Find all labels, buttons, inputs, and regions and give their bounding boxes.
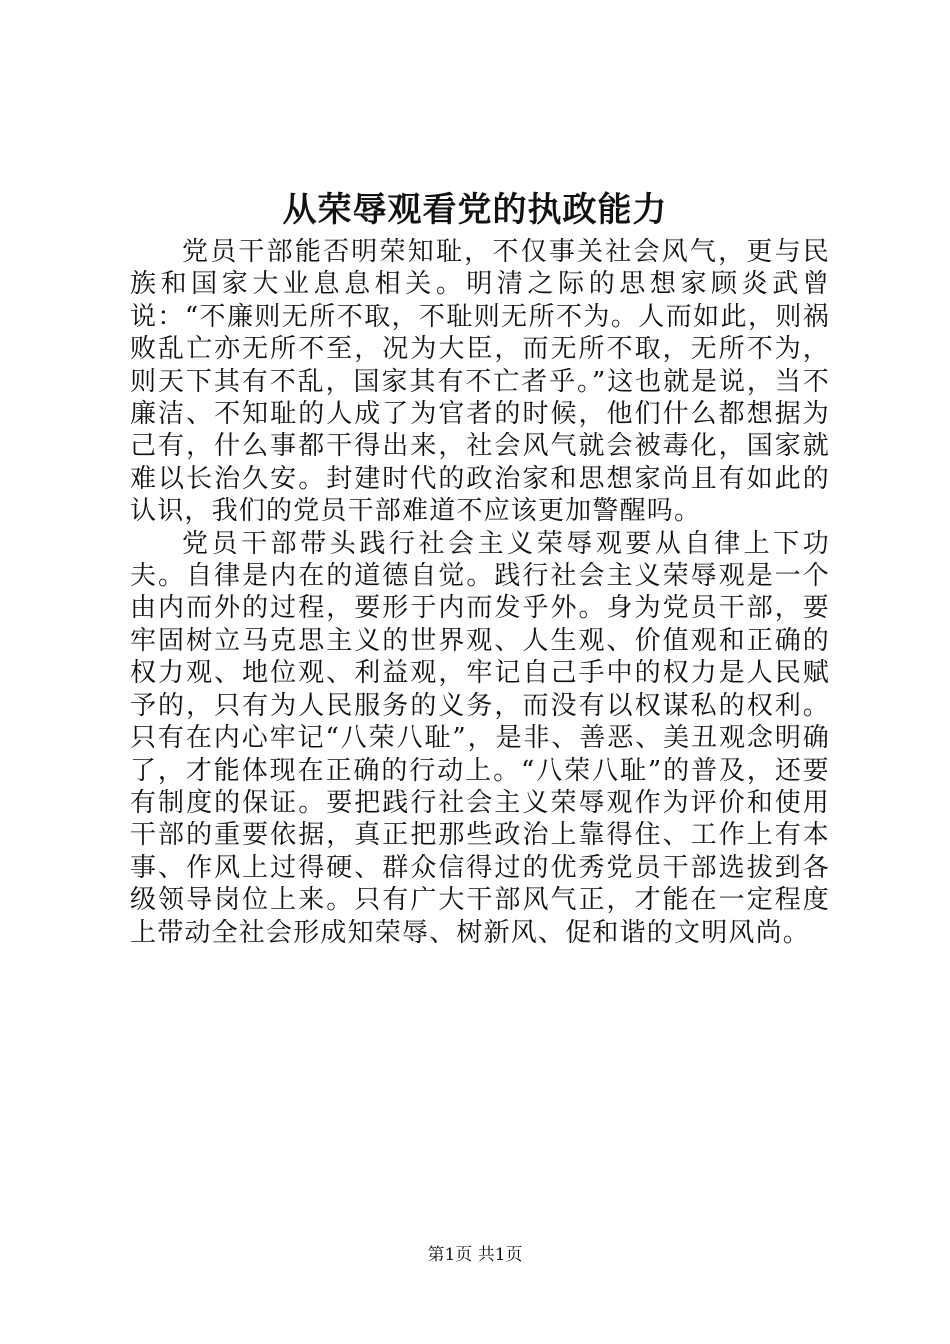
document-title: 从荣辱观看党的执政能力 (282, 190, 668, 230)
paragraph-1: 党员干部能否明荣知耻，不仅事关社会风气，更与民族和国家大业息息相关。明清之际的思想家顾炎武曾说：“不廉则无所不取，不耻则无所不为。人而如此，则祸败乱亡亦无所不至，况为大臣，而无所不取，无所不为，则天下其有不乱，国家其有不亡者乎。”这也就是说，当不廉洁、不知耻的人成了为官者的时候，他们什么都想据为己有，什么事都干得出来，社会风气就会被毒化，国家就难以长治久安。封建时代的政治家和思想家尚且有如此的认识，我们的党员干部难道不应该更加警醒吗。 (130, 237, 830, 527)
paragraph-2: 党员干部带头践行社会主义荣辱观要从自律上下功夫。自律是内在的道德自觉。践行社会主义荣辱观是一个由内而外的过程，要形于内而发乎外。身为党员干部，要牢固树立马克思主义的世界观、人生观、价值观和正确的权力观、地位观、利益观，牢记自己手中的权力是人民赋予的，只有为人民服务的义务，而没有以权谋私的权利。只有在内心牢记“八荣八耻”，是非、善恶、美丑观念明确了，才能体现在正确的行动上。“八荣八耻”的普及，还要有制度的保证。要把践行社会主义荣辱观作为评价和使用干部的重要依据，真正把那些政治上靠得住、工作上有本事、作风上过得硬、群众信得过的优秀党员干部选拔到各级领导岗位上来。只有广大干部风气正，才能在一定程度上带动全社会形成知荣辱、树新风、促和谐的文明风尚。 (130, 528, 830, 948)
page-footer: 第1页 共1页 (427, 1245, 523, 1265)
document-body (130, 236, 830, 949)
